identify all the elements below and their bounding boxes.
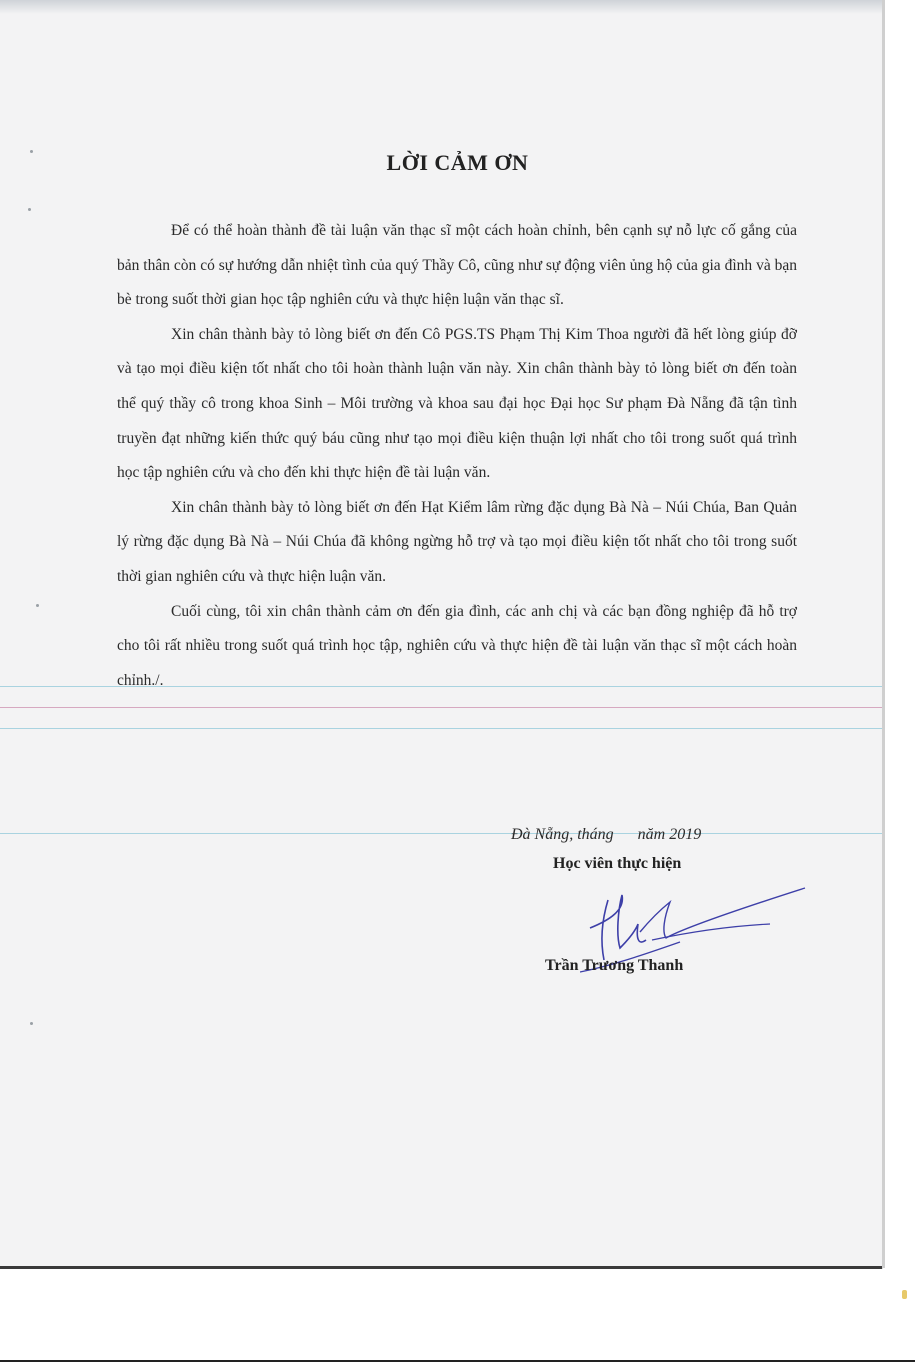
paragraph: Xin chân thành bày tỏ lòng biết ơn đến Cô PGS.TS Phạm Thị Kim Thoa người đã hết lòng giúp đỡ và tạo mọi điều kiện tốt nhất cho tôi hoàn thành luận văn này. Xin chân thành bày tỏ lòng biết ơn đến toàn thể quý thầy cô trong khoa Sinh – Môi trường và khoa sau đại học Đại học Sư phạm Đà Nẵng đã tận tình truyền đạt những kiến thức quý báu cũng như tạo mọi điều kiện thuận lợi nhất cho tôi trong suốt quá trình học tập nghiên cứu và cho đến khi thực hiện đề tài luận văn.	[117, 325, 797, 482]
paragraph: Cuối cùng, tôi xin chân thành cảm ơn đến gia đình, các anh chị và các bạn đồng nghiệp đã hỗ trợ cho tôi rất nhiều trong suốt quá trình học tập, nghiên cứu và thực hiện đề tài luận văn thạc sĩ một cách hoàn chỉnh./.	[117, 602, 797, 689]
page-edge-shadow	[882, 0, 885, 1268]
scan-speck	[28, 208, 31, 211]
page-bottom-edge	[0, 1266, 882, 1269]
bottom-rule	[0, 1360, 915, 1362]
acknowledgement-body	[117, 214, 797, 698]
author-name: Trần Trương Thanh	[545, 957, 684, 974]
guide-line	[0, 707, 882, 708]
scan-top-shadow	[0, 0, 882, 14]
guide-line	[0, 728, 882, 729]
date-line: Đà Nẵng, tháng năm 2019	[511, 826, 702, 843]
page-title: LỜI CẢM ƠN	[386, 150, 529, 175]
paragraph: Xin chân thành bày tỏ lòng biết ơn đến Hạt Kiểm lâm rừng đặc dụng Bà Nà – Núi Chúa, Ban Quản lý rừng đặc dụng Bà Nà – Núi Chúa đã không ngừng hỗ trợ và tạo mọi điều kiện tốt nhất cho tôi trong suốt thời gian nghiên cứu và thực hiện luận văn.	[117, 498, 797, 585]
paragraph: Để có thể hoàn thành đề tài luận văn thạc sĩ một cách hoàn chỉnh, bên cạnh sự nỗ lực cố gắng của bản thân còn có sự hướng dẫn nhiệt tình của quý Thầy Cô, cũng như sự động viên ủng hộ của gia đình và bạn bè trong suốt thời gian học tập nghiên cứu và thực hiện luận văn thạc sĩ.	[117, 222, 797, 309]
signer-role: Học viên thực hiện	[553, 855, 682, 872]
scan-speck	[36, 604, 39, 607]
scan-speck	[30, 1022, 33, 1025]
corner-mark	[902, 1290, 907, 1299]
guide-line	[0, 833, 882, 834]
